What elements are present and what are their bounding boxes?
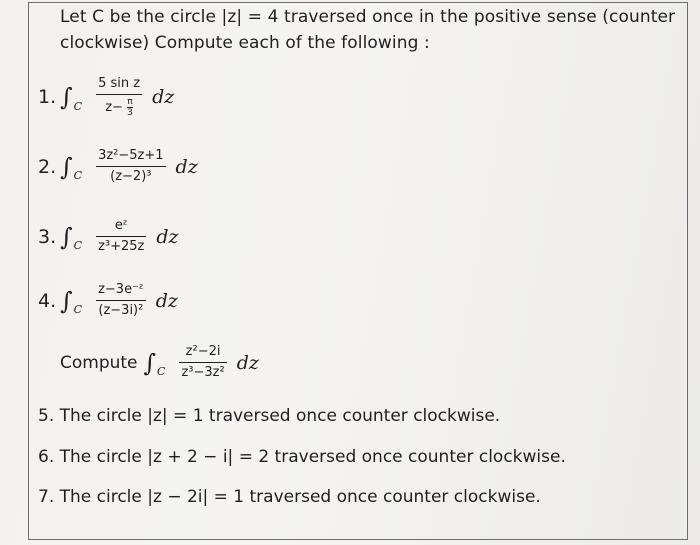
mini-denominator: 3 (127, 108, 133, 119)
differential: dz (155, 289, 178, 312)
contour-label: C (73, 99, 83, 113)
pi-over-three (127, 97, 133, 118)
integral-sign: ∫ (60, 286, 73, 315)
integral-item-1 (38, 76, 174, 118)
circle-5: 5. The circle |z| = 1 traversed once counter clockwise. (38, 406, 501, 426)
item-number: 2. (38, 155, 57, 178)
integral-item-3 (38, 218, 179, 255)
denominator: z³−3z² (181, 365, 225, 381)
differential: dz (236, 351, 259, 374)
contour-label: C (73, 239, 83, 253)
differential: dz (175, 155, 198, 178)
integrand-fraction (96, 282, 146, 319)
item-number: 3. (38, 225, 57, 248)
intro-text: Let C be the circle |z| = 4 traversed once in the positive sense (counter clockwise) Compute each of the following : (60, 7, 676, 53)
integrand-fraction (179, 344, 226, 381)
circle-6: 6. The circle |z + 2 − i| = 2 traversed once counter clockwise. (38, 447, 566, 467)
circle-7: 7. The circle |z − 2i| = 1 traversed once counter clockwise. (38, 487, 541, 507)
denominator: (z−3i)² (98, 303, 144, 319)
denominator: (z−2)³ (110, 169, 152, 185)
integral-sign: ∫ (60, 152, 73, 181)
compute-label: Compute (60, 352, 138, 373)
mini-numerator: π (127, 97, 133, 108)
integral-sign: ∫ (60, 83, 73, 112)
integral-sign: ∫ (60, 222, 73, 251)
denominator-var: z− (105, 100, 123, 116)
contour-label: C (73, 169, 83, 183)
differential: dz (152, 86, 175, 109)
integral-sign: ∫ (143, 348, 157, 377)
numerator: 5 sin z (98, 76, 141, 91)
numerator: z²−2i (185, 344, 221, 359)
integral-item-2 (38, 148, 198, 185)
numerator: eᶻ (114, 218, 128, 233)
item-number: 4. (38, 289, 57, 312)
compute-integral (60, 344, 259, 381)
item-number: 1. (38, 86, 57, 109)
numerator: 3z²−5z+1 (98, 148, 164, 163)
contour-label: C (73, 303, 83, 317)
denominator: z³+25z (98, 239, 145, 255)
integrand-fraction (96, 148, 165, 185)
integral-item-4 (38, 282, 178, 319)
integrand-fraction (96, 76, 142, 118)
denominator (103, 95, 135, 118)
differential: dz (156, 225, 179, 248)
integrand-fraction (96, 218, 146, 255)
contour-label: C (157, 365, 166, 379)
numerator: z−3e⁻ᶻ (98, 282, 144, 297)
